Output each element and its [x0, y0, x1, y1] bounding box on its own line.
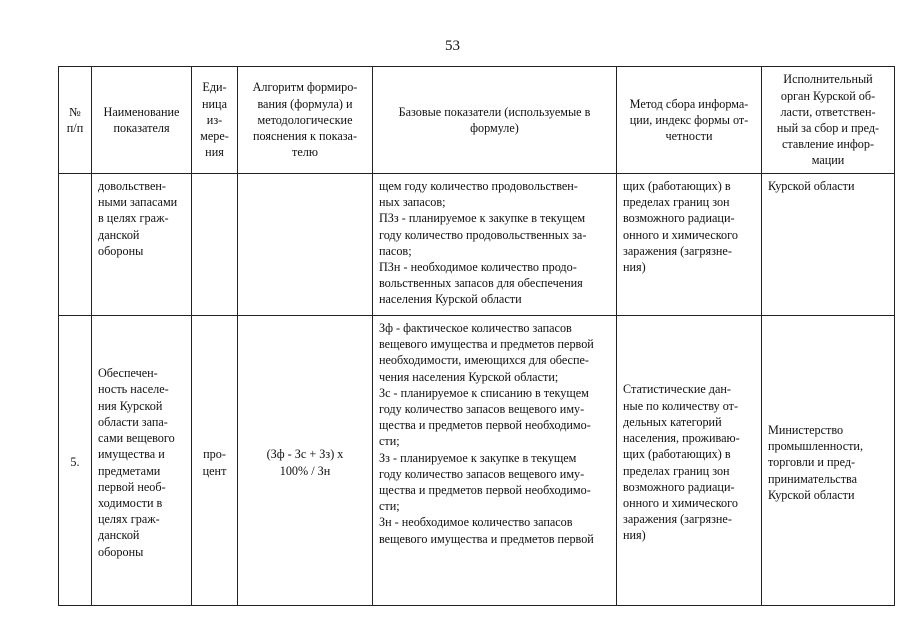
header-collection-method: Метод сбора информа- ции, индекс формы от- четности [617, 67, 762, 174]
row-unit [192, 174, 238, 316]
row-indicator-name: Обеспечен- ность населе- ния Курской области запа- сами вещевого имущества и предметами первой необ- ходимости в целях граж- данской обороны [92, 316, 192, 606]
header-responsible-org: Исполнительный орган Курской об- ласти, ответствен- ный за сбор и пред- ставление инфор- мации [762, 67, 895, 174]
row-formula: (Зф - Зс + Зз) х 100% / Зн [238, 316, 373, 606]
page-number: 53 [445, 38, 460, 54]
header-indicator-name: Наименование показателя [92, 67, 192, 174]
row-collection-method: щих (работающих) в пределах границ зон возможного радиаци- онного и химического заражения (загрязне- ния) [617, 174, 762, 316]
row-indicator-name: довольствен- ными запасами в целях граж- данской обороны [92, 174, 192, 316]
row-number [59, 174, 92, 316]
header-base-indicators: Базовые показатели (используемые в формуле) [373, 67, 617, 174]
row-responsible-org: Курской области [762, 174, 895, 316]
row-collection-method: Статистические дан- ные по количеству от- дельных категорий населения, проживаю- щих (работающих) в пределах границ зон возможного радиаци- онного и химического заражения (загрязне- ния) [617, 316, 762, 606]
row-responsible-org: Министерство промышленности, торговли и пред- принимательства Курской области [762, 316, 895, 606]
table-header-row [59, 67, 895, 174]
header-formula: Алгоритм формиро- вания (формула) и методологические пояснения к показа- телю [238, 67, 373, 174]
row-base-indicators: Зф - фактическое количество запасов вещевого имущества и предметов первой необходимости, имеющихся для обеспе- чения населения Курской области; Зс - планируемое к списанию в текущем году количество запасов вещевого иму- щества и предметов первой необходимо- сти; Зз - планируемое к закупке в текущем году количество запасов вещевого иму- щества и предметов первой необходимо- сти; Зн - необходимое количество запасов вещевого имущества и предметов первой [373, 316, 617, 606]
row-base-indicators: щем году количество продовольствен- ных запасов; ПЗз - планируемое к закупке в текущем году количество продовольственных за- пасов; ПЗн - необходимое количество продо- вольственных запасов для обеспечения населения Курской области [373, 174, 617, 316]
row-formula [238, 174, 373, 316]
indicators-table [58, 66, 895, 606]
table-row [59, 174, 895, 316]
header-unit: Еди- ница из- мере- ния [192, 67, 238, 174]
row-unit: про- цент [192, 316, 238, 606]
header-number: № п/п [59, 67, 92, 174]
row-number: 5. [59, 316, 92, 606]
table-row [59, 316, 895, 606]
